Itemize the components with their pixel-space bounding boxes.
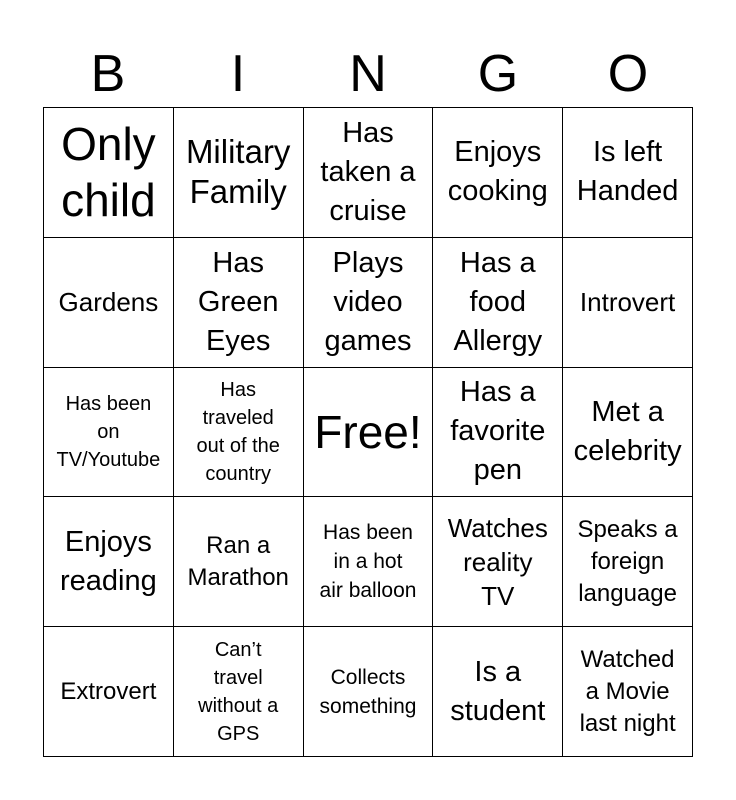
header-letter-g: G: [477, 45, 519, 103]
bingo-cell-r2c2[interactable]: [174, 238, 304, 368]
bingo-cell-r4c3[interactable]: [304, 497, 434, 627]
bingo-cell-r5c2[interactable]: [174, 627, 304, 757]
cell-label: Introvert: [579, 287, 676, 318]
cell-label: Is left Handed: [576, 136, 679, 208]
bingo-cell-r5c4[interactable]: [433, 627, 563, 757]
bingo-cell-r4c5[interactable]: [563, 497, 693, 627]
cell-label: Military Family: [185, 133, 291, 211]
cell-label: Has a favorite pen: [450, 376, 546, 487]
bingo-cell-r3c4[interactable]: [433, 368, 563, 498]
cell-label: Has been in a hot air balloon: [319, 521, 417, 603]
bingo-cell-r2c4[interactable]: [433, 238, 563, 368]
bingo-cell-r1c2[interactable]: [174, 108, 304, 238]
bingo-cell-r3c2[interactable]: [174, 368, 304, 498]
cell-label: Watches reality TV: [447, 512, 548, 611]
bingo-cell-r1c3[interactable]: [304, 108, 434, 238]
cell-label: Has been on TV/Youtube: [56, 392, 161, 471]
cell-label: Gardens: [58, 287, 159, 318]
header-letter-i: I: [230, 45, 246, 103]
cell-label: Has taken a cruise: [320, 116, 416, 227]
cell-label: Has a food Allergy: [453, 246, 543, 357]
cell-label: Extrovert: [60, 677, 157, 705]
cell-label: Ran a Marathon: [187, 531, 289, 591]
cell-label: Free!: [314, 405, 422, 458]
cell-label: Met a celebrity: [573, 395, 682, 467]
cell-label: Has traveled out of the country: [196, 378, 280, 485]
bingo-cell-r2c5[interactable]: [563, 238, 693, 368]
bingo-cell-r4c4[interactable]: [433, 497, 563, 627]
bingo-cell-r1c1[interactable]: [44, 108, 174, 238]
bingo-header: [43, 40, 693, 108]
bingo-cell-r5c5[interactable]: [563, 627, 693, 757]
header-letter-o: O: [607, 45, 649, 103]
bingo-board: [43, 107, 693, 757]
cell-label: Enjoys cooking: [447, 136, 548, 208]
cell-label: Watched a Movie last night: [579, 645, 676, 737]
cell-label: Collects something: [319, 665, 417, 718]
header-letter-b: B: [90, 45, 126, 103]
cell-label: Has Green Eyes: [197, 246, 279, 357]
bingo-cell-free[interactable]: [304, 368, 434, 498]
bingo-cell-r2c3[interactable]: [304, 238, 434, 368]
header-letter-n: N: [349, 45, 387, 103]
bingo-cell-r4c1[interactable]: [44, 497, 174, 627]
bingo-cell-r1c5[interactable]: [563, 108, 693, 238]
bingo-cell-r3c5[interactable]: [563, 368, 693, 498]
bingo-cell-r2c1[interactable]: [44, 238, 174, 368]
bingo-cell-r5c3[interactable]: [304, 627, 434, 757]
bingo-cell-r3c1[interactable]: [44, 368, 174, 498]
cell-label: Can’t travel without a GPS: [198, 638, 279, 745]
cell-label: Only child: [61, 118, 156, 227]
bingo-cell-r4c2[interactable]: [174, 497, 304, 627]
cell-label: Speaks a foreign language: [577, 515, 678, 607]
bingo-cell-r5c1[interactable]: [44, 627, 174, 757]
cell-label: Enjoys reading: [60, 525, 157, 597]
bingo-cell-r1c4[interactable]: [433, 108, 563, 238]
cell-label: Is a student: [450, 655, 546, 727]
cell-label: Plays video games: [324, 246, 412, 357]
